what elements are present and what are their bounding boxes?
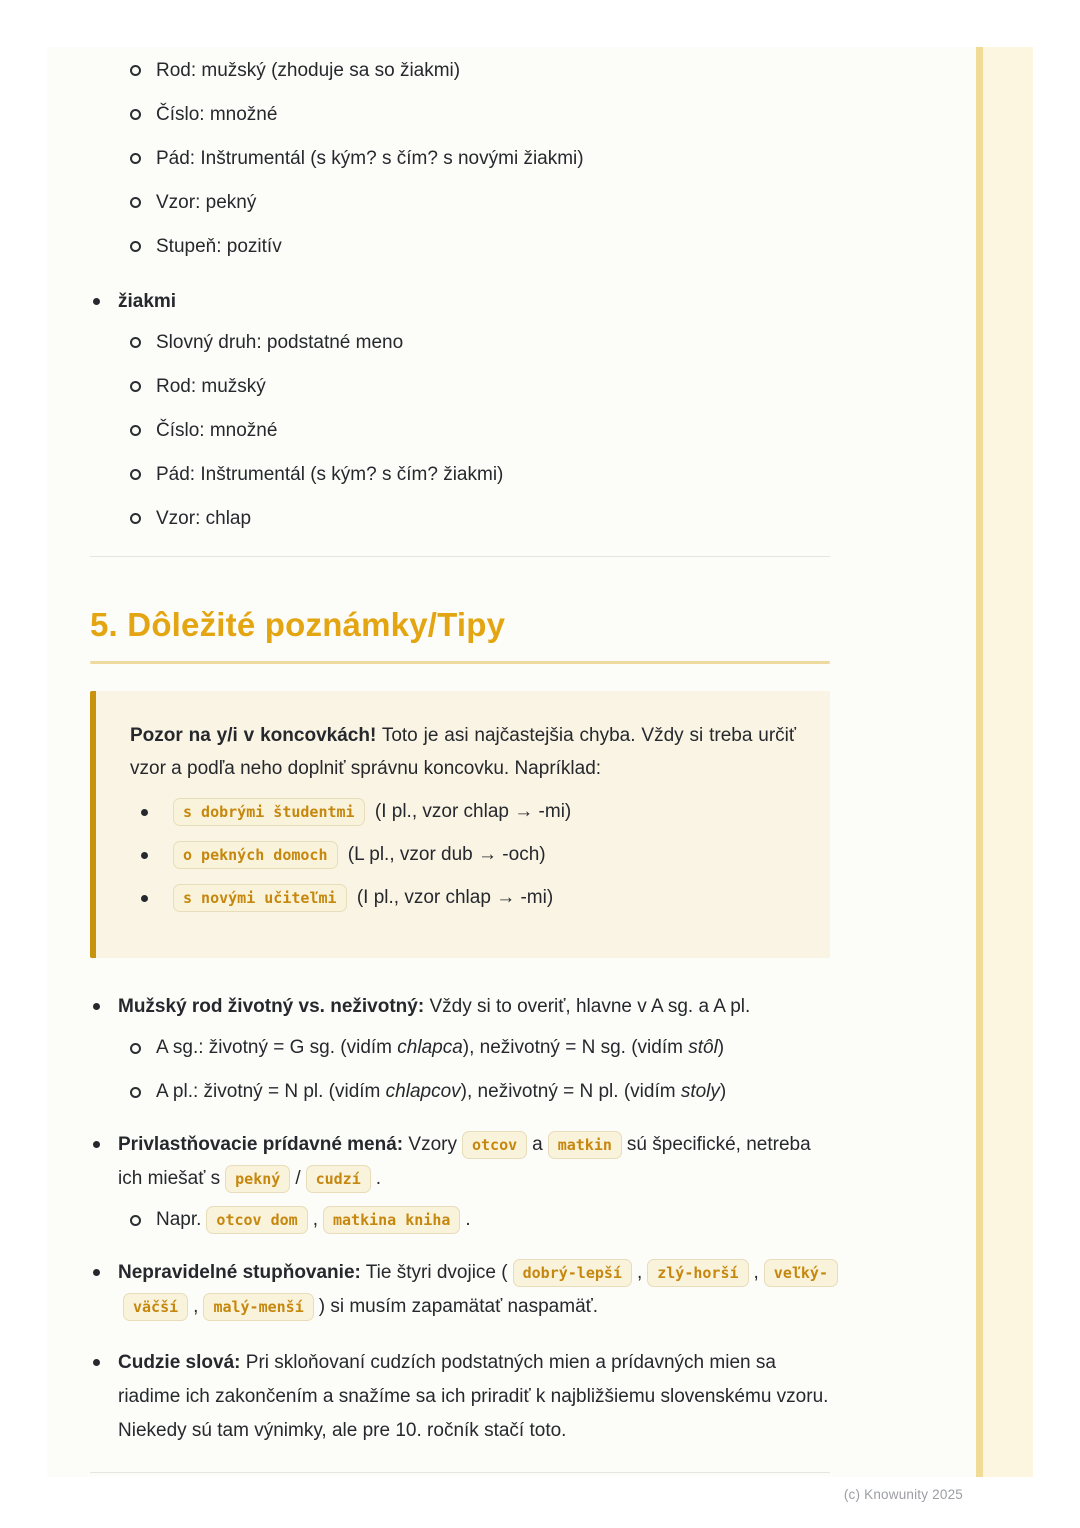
sub-text: . bbox=[465, 1209, 471, 1230]
section-heading: 5. Dôležité poznámky/Tipy bbox=[90, 606, 506, 643]
sub-text: ) bbox=[717, 1037, 725, 1058]
tip-possessive bbox=[90, 1128, 830, 1234]
heading-underline bbox=[90, 661, 830, 664]
list-item bbox=[128, 233, 830, 260]
list-item-text: Vzor: chlap bbox=[156, 508, 252, 529]
tip-sublist bbox=[128, 1034, 830, 1106]
list-item bbox=[138, 883, 796, 913]
code-chip: o pekných domoch bbox=[173, 841, 338, 869]
tip-bold: Cudzie slová: bbox=[118, 1352, 241, 1373]
list-item bbox=[138, 840, 796, 870]
callout-lead bbox=[130, 719, 796, 785]
tip-text: / bbox=[295, 1168, 301, 1189]
tip-text: sú špecifické, netreba ich miešať s bbox=[118, 1134, 811, 1189]
sub-text: A sg.: životný = G sg. (vidím bbox=[156, 1037, 398, 1058]
list-item bbox=[128, 1206, 830, 1234]
list-item bbox=[128, 1034, 830, 1062]
tips-list bbox=[90, 990, 830, 1448]
analysis-sublist-b bbox=[128, 329, 830, 532]
italic-word: stôl bbox=[688, 1037, 718, 1058]
code-chip: dobrý-lepší bbox=[513, 1259, 632, 1287]
page-edge-accent-line bbox=[976, 47, 983, 1477]
list-item-text: Slovný druh: podstatné meno bbox=[156, 332, 404, 353]
tip-irregular bbox=[90, 1256, 830, 1324]
tip-text: Tie štyri dvojice ( bbox=[365, 1262, 508, 1283]
page-content bbox=[47, 47, 830, 1473]
page-edge-cream-band bbox=[983, 47, 1033, 1477]
code-chip: zlý-horší bbox=[647, 1259, 748, 1287]
list-item-text: Pád: Inštrumentál (s kým? s čím? s novými žiakmi) bbox=[156, 148, 584, 169]
list-item-text: Rod: mužský bbox=[156, 376, 266, 397]
tip-text: Vždy si to overiť, hlavne v A sg. a A pl. bbox=[429, 996, 751, 1017]
list-item-text: Vzor: pekný bbox=[156, 192, 257, 213]
list-item-text: Stupeň: pozitív bbox=[156, 236, 282, 257]
tip-text: , bbox=[636, 1262, 643, 1283]
code-chip: matkin bbox=[548, 1131, 622, 1159]
list-item bbox=[128, 101, 830, 128]
tip-text: Vzory bbox=[408, 1134, 457, 1155]
tip-text: , bbox=[753, 1262, 759, 1283]
callout-lead-text: Toto je asi najčastejšia chyba. Vždy si treba určiť vzor a podľa neho doplniť správnu koncovku. Napríklad: bbox=[130, 725, 797, 779]
sub-text: ), neživotný = N sg. (vidím bbox=[462, 1037, 689, 1058]
tip-sublist bbox=[128, 1206, 830, 1234]
tip-bold: Nepravidelné stupňovanie: bbox=[118, 1262, 361, 1283]
tip-masculine bbox=[90, 990, 830, 1106]
code-chip: pekný bbox=[225, 1165, 290, 1193]
analysis-list-b bbox=[90, 288, 830, 532]
sub-text: ), neživotný = N pl. (vidím bbox=[460, 1081, 681, 1102]
list-item bbox=[128, 373, 830, 400]
tip-text: ) si musím zapamätať naspamäť. bbox=[318, 1296, 599, 1317]
list-item bbox=[128, 417, 830, 444]
italic-word: chlapcov bbox=[385, 1081, 461, 1102]
tip-foreign bbox=[90, 1346, 830, 1448]
list-item bbox=[128, 145, 830, 172]
code-chip: s dobrými študentmi bbox=[173, 798, 365, 826]
tip-bold: Privlastňovacie prídavné mená: bbox=[118, 1134, 404, 1155]
list-item-text: Pád: Inštrumentál (s kým? s čím? žiakmi) bbox=[156, 464, 504, 485]
tip-text: . bbox=[375, 1168, 382, 1189]
code-chip: veľký-väčší bbox=[123, 1259, 838, 1321]
tip-bold: Mužský rod životný vs. neživotný: bbox=[118, 996, 425, 1017]
sub-text: Napr. bbox=[156, 1209, 202, 1230]
analysis-sublist-a bbox=[128, 57, 830, 260]
list-item-text: Číslo: množné bbox=[156, 104, 278, 125]
example-note: (I pl., vzor chlap → -mi) bbox=[374, 801, 572, 822]
code-chip: malý-menší bbox=[203, 1293, 313, 1321]
list-item bbox=[138, 797, 796, 827]
list-item-text: Číslo: množné bbox=[156, 420, 278, 441]
code-chip: otcov bbox=[462, 1131, 527, 1159]
callout-lead-bold: Pozor na y/i v koncovkách! bbox=[130, 725, 377, 746]
note-page bbox=[47, 47, 1033, 1502]
example-note: (I pl., vzor chlap → -mi) bbox=[356, 887, 554, 908]
code-chip: cudzí bbox=[306, 1165, 371, 1193]
list-item bbox=[128, 505, 830, 532]
list-item bbox=[128, 461, 830, 488]
list-item bbox=[128, 329, 830, 356]
tip-text: , bbox=[193, 1296, 199, 1317]
warning-callout bbox=[90, 691, 830, 958]
list-item bbox=[128, 189, 830, 216]
list-item bbox=[128, 57, 830, 84]
bottom-divider bbox=[90, 1472, 830, 1473]
tip-text: a bbox=[532, 1134, 543, 1155]
sub-text: ) bbox=[719, 1081, 727, 1102]
italic-word: chlapca bbox=[397, 1037, 463, 1058]
list-item-text: Rod: mužský (zhoduje sa so žiakmi) bbox=[156, 60, 461, 81]
callout-example-list bbox=[138, 797, 796, 913]
section-divider bbox=[90, 556, 830, 557]
example-note: (L pl., vzor dub → -och) bbox=[347, 844, 546, 865]
copyright-footer: (c) Knowunity 2025 bbox=[843, 1487, 963, 1502]
code-chip: otcov dom bbox=[206, 1206, 307, 1234]
code-chip: matkina kniha bbox=[323, 1206, 460, 1234]
tip-text: Pri skloňovaní cudzích podstatných mien a prídavných mien sa riadime ich zakončením a snažíme sa ich priradiť k najbližšiemu slovenskému vzoru. Niekedy sú tam výnimky, ale pre 10. ročník stačí toto. bbox=[118, 1352, 829, 1441]
sub-text: A pl.: životný = N pl. (vidím bbox=[156, 1081, 386, 1102]
list-item bbox=[128, 1078, 830, 1106]
list-item bbox=[90, 288, 830, 532]
term-ziakmi: žiakmi bbox=[118, 291, 177, 312]
sub-text: , bbox=[312, 1209, 318, 1230]
code-chip: s novými učiteľmi bbox=[173, 884, 347, 912]
italic-word: stoly bbox=[680, 1081, 720, 1102]
